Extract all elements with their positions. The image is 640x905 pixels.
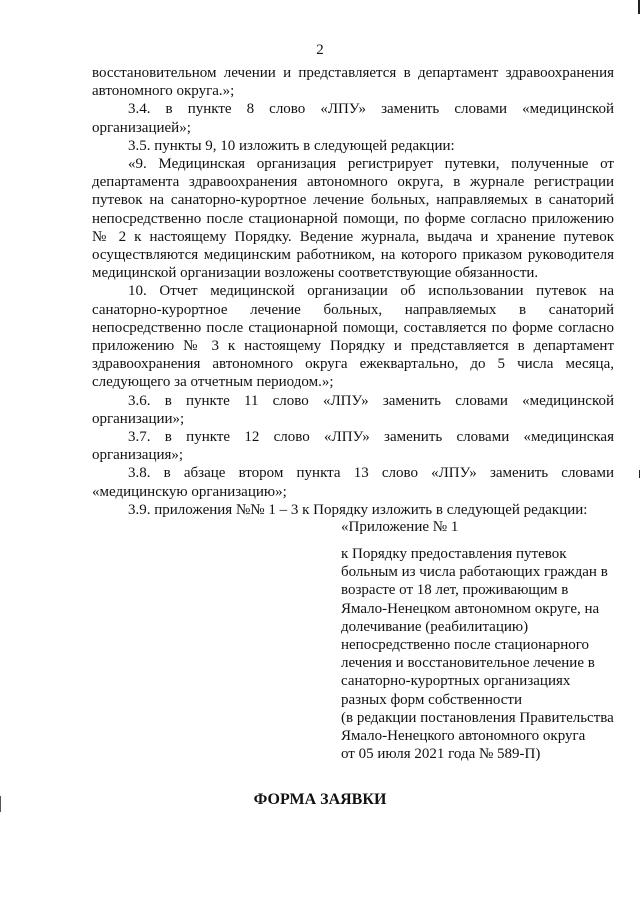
appendix-line: к Порядку предоставления путевок: [341, 546, 567, 562]
appendix-line: санаторно-курортных организациях: [341, 673, 571, 690]
appendix-line: (в редакции постановления Правительства: [341, 709, 614, 726]
paragraph-3-5: 3.5. пункты 9, 10 изложить в следующей редакции:: [128, 137, 455, 154]
appendix-line: Ямало-Ненецкого автономного округа: [341, 728, 586, 745]
appendix-line: больным из числа работающих граждан в: [341, 564, 608, 581]
appendix-line: Ямало-Ненецком автономном округе, на: [341, 600, 600, 617]
paragraph-item-10: 10. Отчет медицинской организации об использовании путевок на санаторно-курортное лечение больных, направляемых в санаторий непосредственно после стационарной помощи, составляется по форме согласно приложению № 3 к настоящему Порядку и представляется в департамент здравоохранения автономного округа ежеквартально, до 5 числа месяца, следующего за отчетным периодом.»;: [92, 283, 614, 391]
appendix-line: возрасте от 18 лет, проживающим в: [341, 582, 569, 599]
appendix-line: разных форм собственности: [341, 691, 522, 708]
paragraph-continuation: восстановительном лечении и представляется в департамент здравоохранения автономного округа.»;: [92, 65, 614, 100]
paragraph-3-9: 3.9. приложения №№ 1 – 3 к Порядку изложить в следующей редакции:: [128, 501, 588, 518]
paragraph-3-4: 3.4. в пункте 8 слово «ЛПУ» заменить словами «медицинской организацией»;: [92, 101, 614, 136]
paragraph-3-7: 3.7. в пункте 12 слово «ЛПУ» заменить словами «медицинская организация»;: [92, 429, 614, 464]
page-number: 2: [316, 42, 324, 58]
appendix-line: непосредственно после стационарного: [341, 637, 590, 654]
paragraph-3-8: 3.8. в абзаце втором пункта 13 слово «ЛПУ» заменить словами «медицинскую организацию»;: [92, 465, 614, 500]
form-title: ФОРМА ЗАЯВКИ: [253, 791, 387, 808]
paragraph-3-6: 3.6. в пункте 11 слово «ЛПУ» заменить словами «медицинской организации»;: [92, 392, 614, 427]
appendix-line: от 05 июля 2021 года № 589-П): [341, 746, 541, 763]
appendix-line: лечения и восстановительное лечение в: [341, 655, 595, 672]
paragraph-item-9: «9. Медицинская организация регистрирует путевки, полученные от департамента здравоохранения автономного округа, в журнале регистрации путевок на санаторно-курортное лечение больных, направляемых в санаторий непосредственно после стационарной помощи, по форме согласно приложению № 2 к настоящему Порядку. Ведение журнала, выдача и хранение путевок осуществляются медицинским работником, на которого приказом руководителя медицинской организации возложены соответствующие обязанности.: [92, 156, 614, 282]
appendix-heading: «Приложение № 1: [341, 519, 459, 535]
appendix-line: долечивание (реабилитацию): [341, 618, 529, 635]
document-body: [92, 64, 614, 519]
appendix-reference-block: [341, 545, 626, 763]
